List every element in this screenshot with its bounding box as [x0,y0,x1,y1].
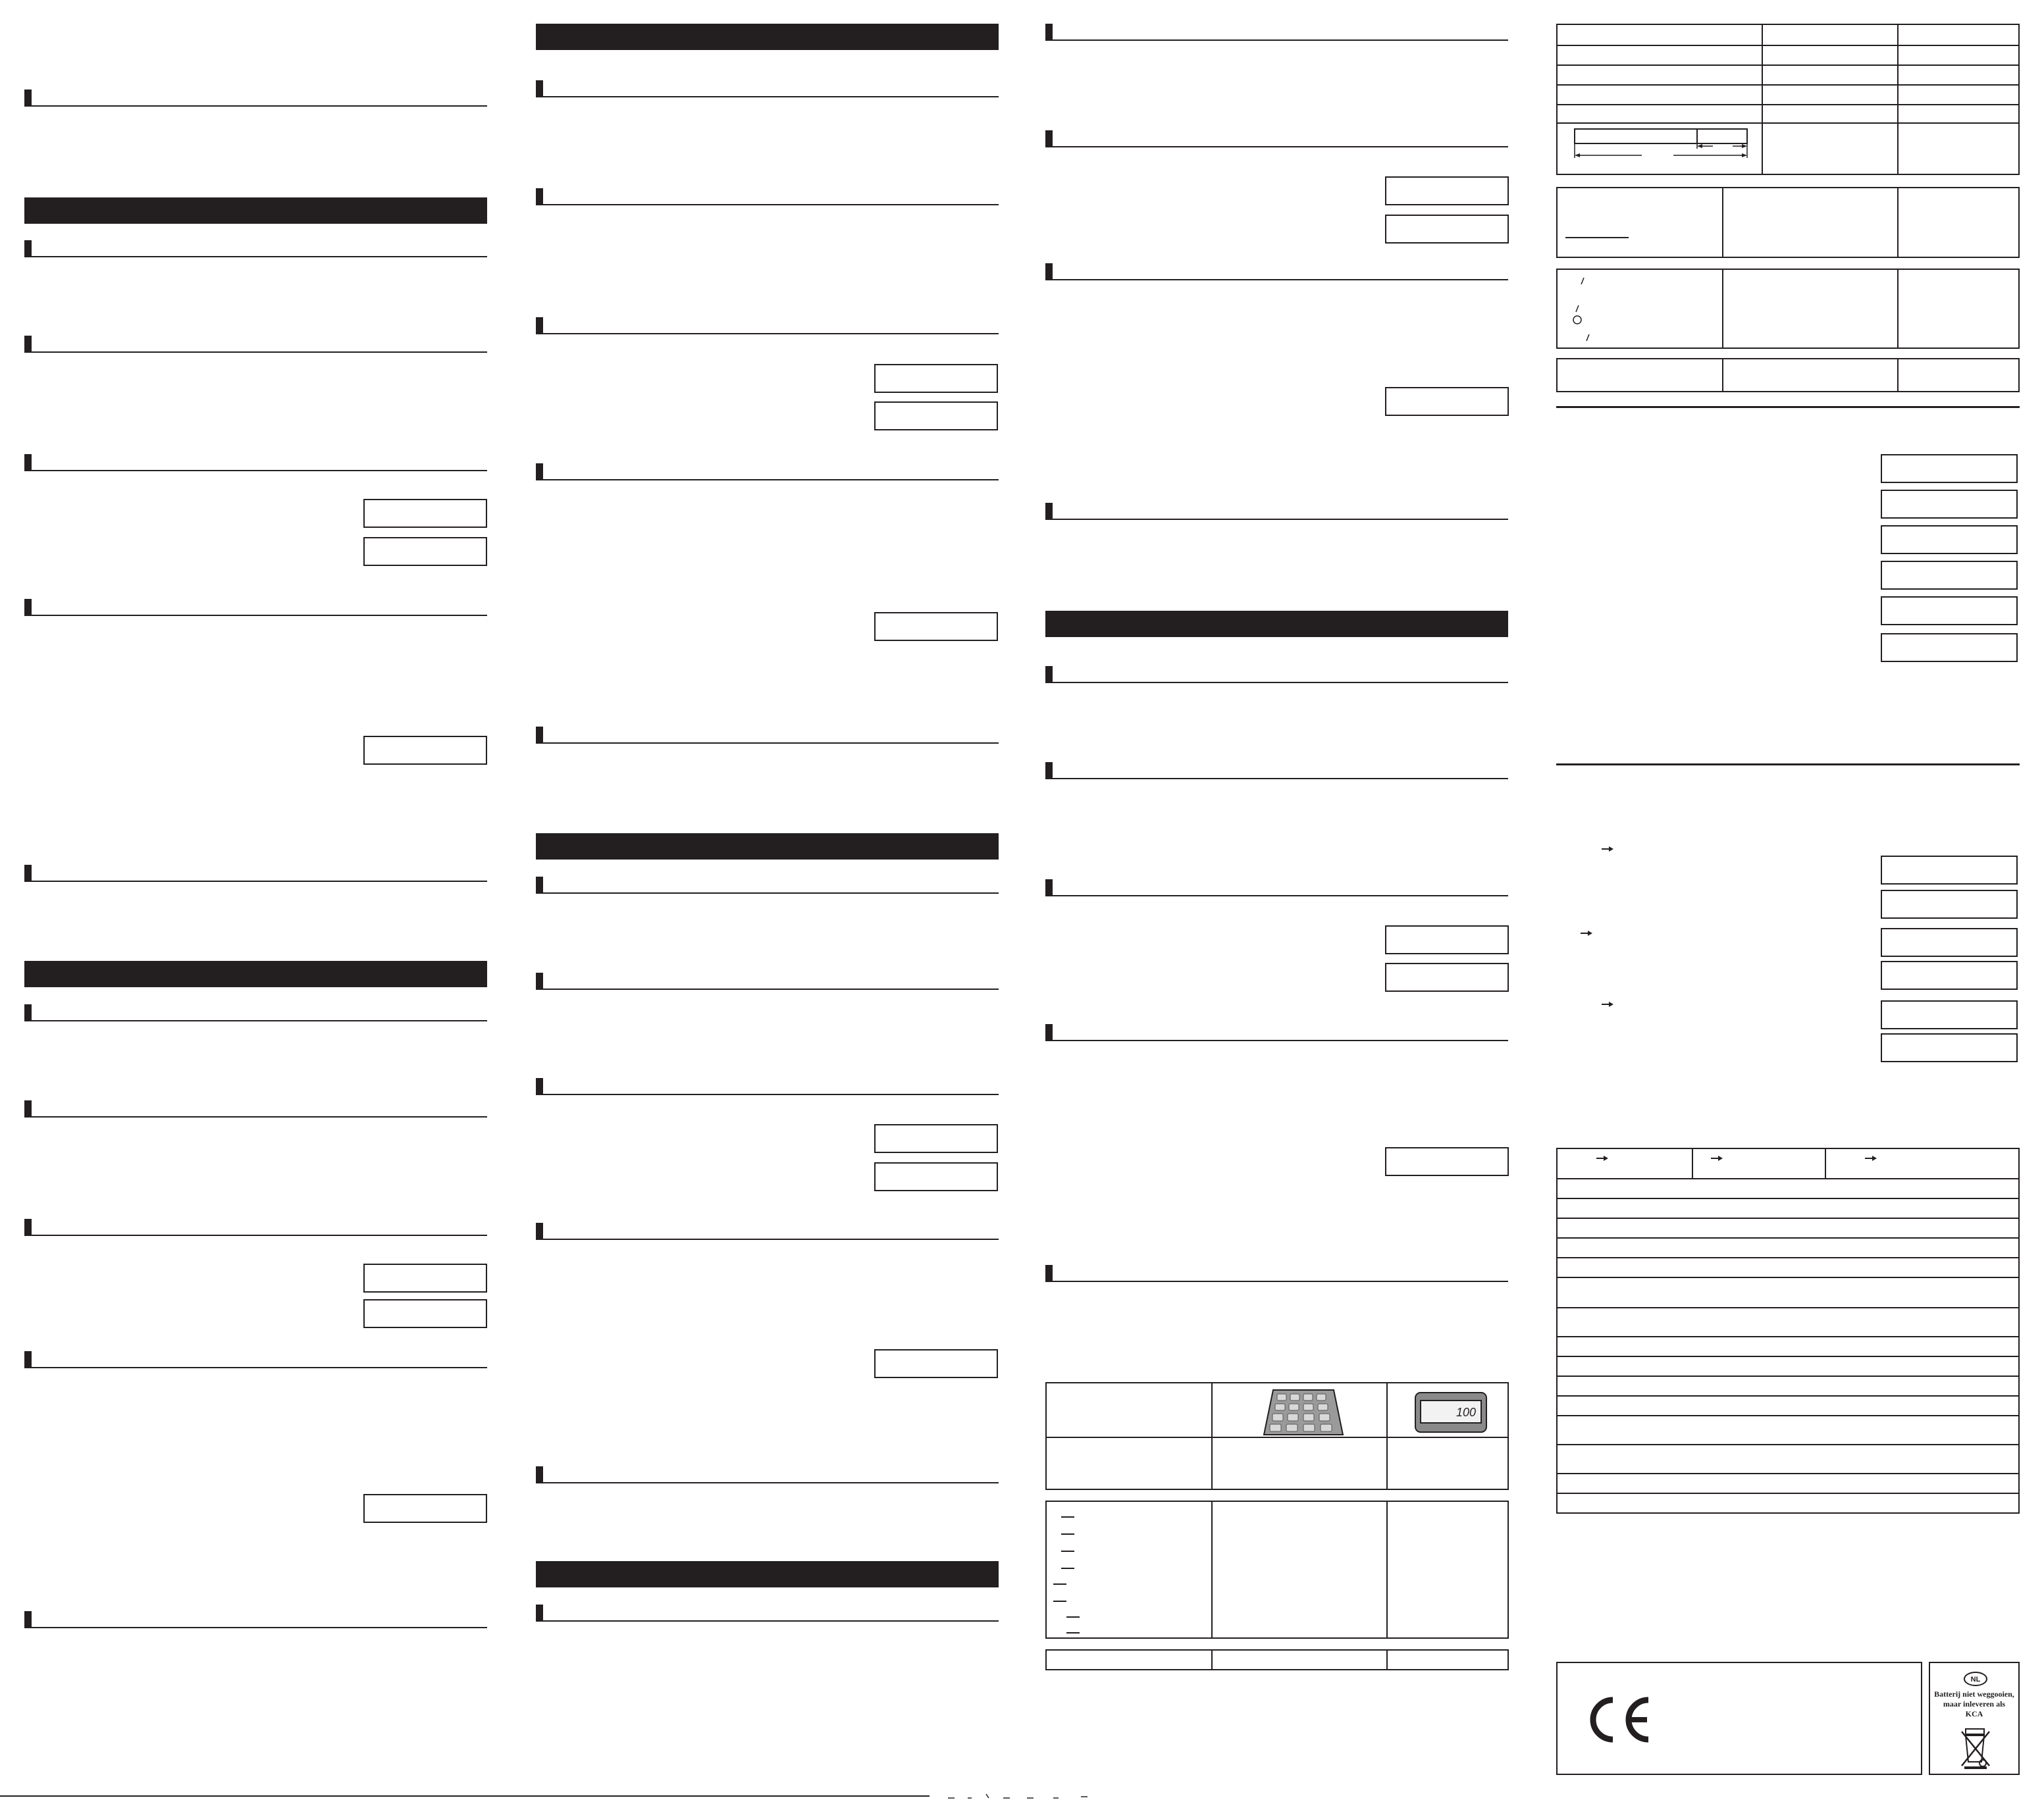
section-marker [536,1078,999,1095]
battery-notice-line: Batterij niet weggooien, [1934,1689,2014,1699]
display-box [874,364,998,393]
display-box [874,401,998,430]
section-marker [536,80,999,97]
section-marker [536,463,999,480]
display-box [1881,1033,2018,1062]
section-marker [536,1223,999,1240]
calculator-keypad-icon [1263,1389,1344,1436]
section-marker [24,454,487,471]
section-marker [1045,503,1508,520]
display-box [1385,925,1509,954]
display-box [874,1162,998,1191]
battery-notice-line: maar inleveren als [1943,1699,2006,1709]
keypad-display-table [1045,1382,1509,1490]
spec-table-2 [1556,187,2020,258]
display-value: 100 [1455,1406,1476,1419]
section-header-bar [536,833,999,860]
section-marker [536,973,999,990]
display-box [1881,856,2018,885]
display-box [363,736,487,765]
section-marker [1045,879,1508,896]
function-table-footer [1045,1649,1509,1670]
section-marker [1045,762,1508,779]
section-header-bar [1045,611,1508,637]
right-arrow-icon [1710,1154,1723,1162]
section-marker [24,1611,487,1628]
spec-table-top [1556,24,2020,175]
display-box [363,499,487,528]
divider [1556,763,2020,765]
section-marker [1045,1265,1508,1282]
divider [1556,406,2020,408]
footer-marks [935,1791,1132,1799]
spec-table-3 [1556,269,2020,349]
section-marker [1045,666,1508,683]
section-marker [536,317,999,334]
display-box [363,1264,487,1293]
display-box [874,1349,998,1378]
section-marker [24,1219,487,1236]
right-arrow-icon [1601,845,1614,853]
section-header-bar [536,24,999,50]
display-box [1881,561,2018,590]
section-marker [536,1605,999,1622]
display-box [1385,176,1509,205]
display-box [1385,387,1509,416]
section-marker [1045,1024,1508,1041]
page-bottom-rule [0,1795,930,1797]
section-marker [24,1100,487,1118]
battery-notice [1933,1689,2016,1719]
crossed-out-wheelie-bin-icon [1959,1722,1992,1770]
section-marker [24,240,487,257]
display-box [1881,596,2018,625]
section-marker [24,599,487,616]
section-marker [536,877,999,894]
section-marker [536,188,999,205]
function-table [1045,1501,1509,1639]
display-box [1385,963,1509,992]
section-marker [24,1351,487,1368]
right-arrow-icon [1580,929,1593,937]
display-box [363,537,487,566]
symbol-marks [1571,272,1597,345]
dimension-diagram [1572,126,1750,163]
display-box [1385,215,1509,244]
ce-mark-icon [1584,1695,1652,1745]
section-marker [536,727,999,744]
display-box [363,1299,487,1328]
section-marker [24,90,487,107]
display-box [1881,490,2018,519]
section-marker [24,865,487,882]
right-arrow-icon [1601,1000,1614,1008]
display-box [1385,1147,1509,1176]
conversion-table [1556,1148,2020,1514]
display-box [874,612,998,641]
right-arrow-icon [1864,1154,1877,1162]
battery-disposal-box [1929,1662,2020,1775]
section-marker [24,336,487,353]
section-header-bar [24,961,487,987]
spec-table-4 [1556,358,2020,392]
display-box [1881,961,2018,990]
section-marker [1045,263,1508,280]
section-header-bar [24,197,487,224]
battery-notice-line: KCA [1965,1709,1983,1718]
section-marker [536,1466,999,1483]
display-box [1881,454,2018,483]
display-box [1881,928,2018,957]
section-marker [1045,24,1508,41]
country-code-badge [1963,1671,1988,1687]
display-box [1881,890,2018,919]
country-code: NL [1970,1676,1981,1684]
display-box [363,1494,487,1523]
section-header-bar [536,1561,999,1587]
section-marker [1045,130,1508,147]
calculator-display-icon [1414,1391,1488,1433]
display-box [874,1124,998,1153]
right-arrow-icon [1596,1154,1609,1162]
ce-certification-box [1556,1662,1922,1775]
display-box [1881,525,2018,554]
display-box [1881,1000,2018,1029]
section-marker [24,1004,487,1021]
display-box [1881,633,2018,662]
